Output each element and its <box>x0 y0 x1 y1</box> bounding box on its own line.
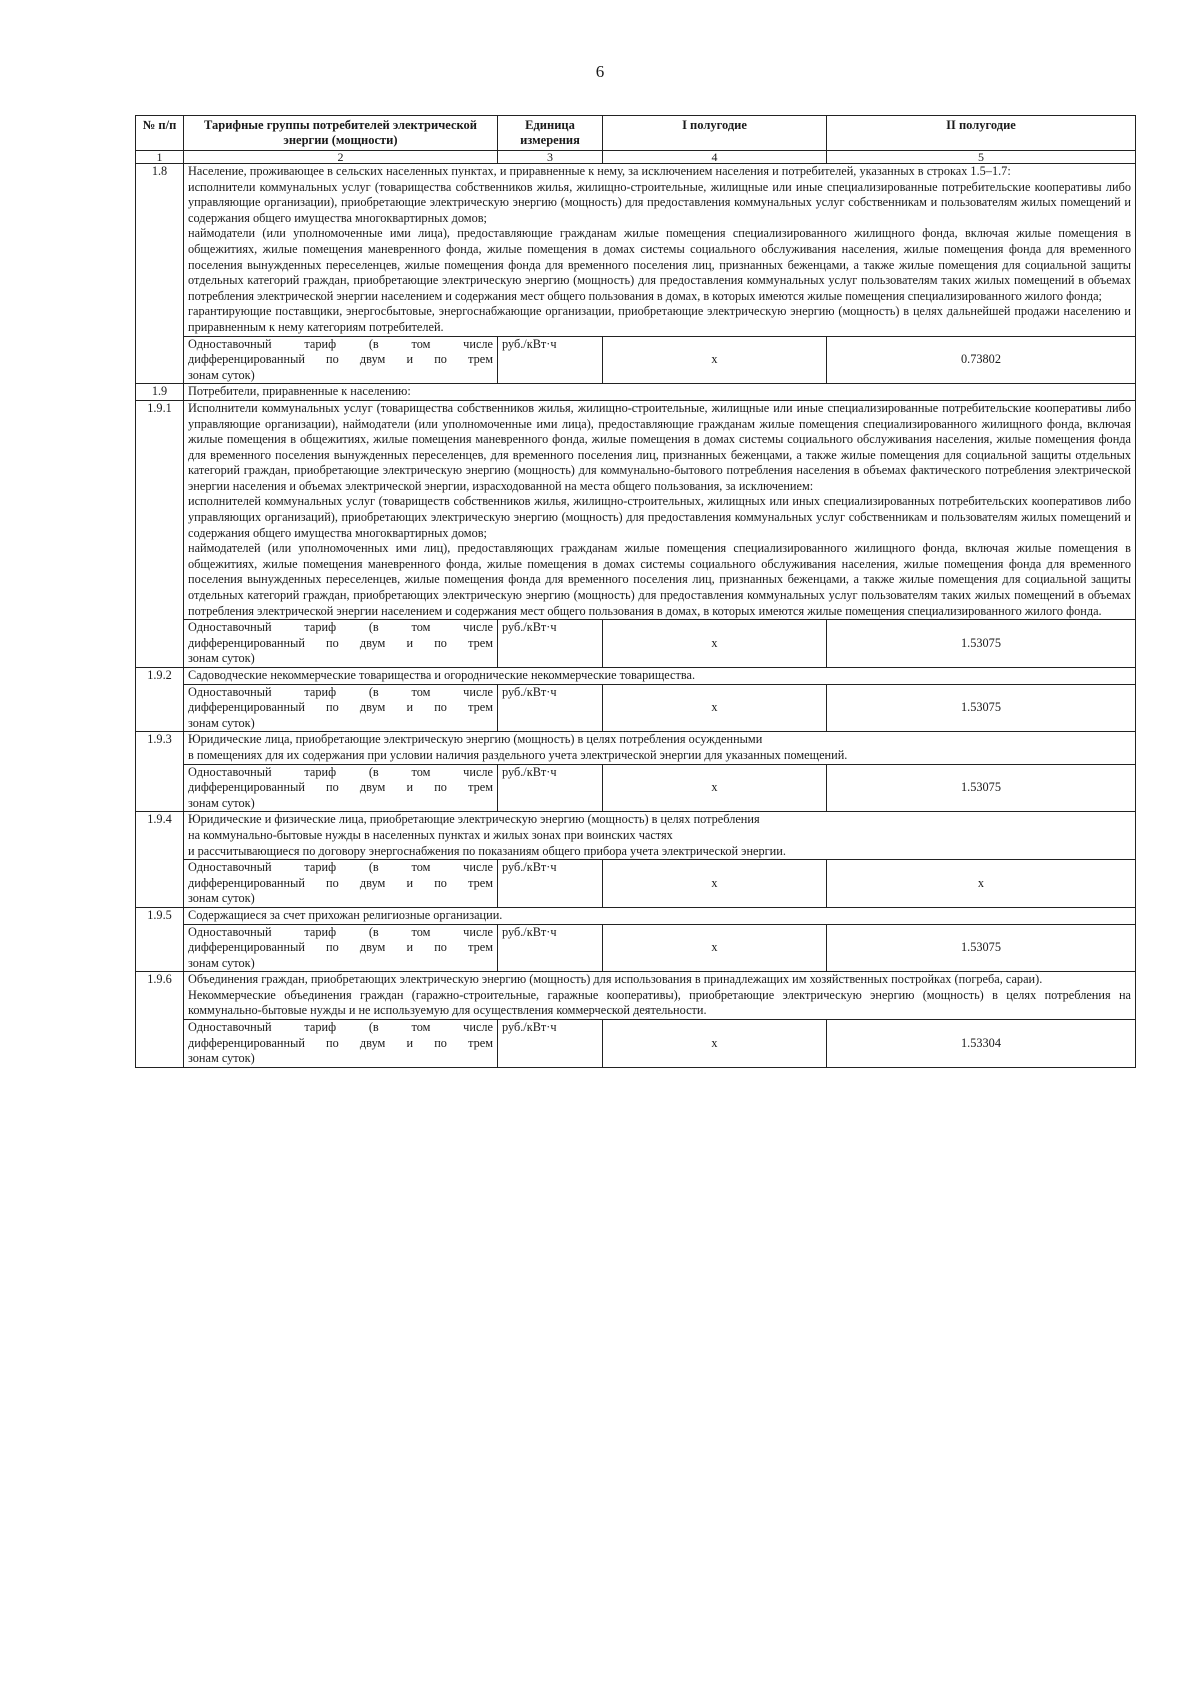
table-row <box>136 668 1136 685</box>
tariff-label-line: зонам суток) <box>188 367 255 382</box>
table-row <box>136 972 1136 1020</box>
tariff-label <box>184 860 498 908</box>
row-description <box>184 732 1136 764</box>
tariff-row <box>136 1020 1136 1068</box>
tariff-label-line: Одноставочный тариф (в том числе <box>188 764 493 779</box>
description-paragraph: Некоммерческие объединения граждан (гаражно-строительные, гаражные кооперативы), приобретающие электрическую энергию (мощность) в целях потребления на коммунально-бытовые нужды и не используемую для осуществления коммерческой деятельности. <box>188 987 1131 1018</box>
tariff-unit: руб./кВт·ч <box>498 764 603 812</box>
description-paragraph: Юридические и физические лица, приобретающие электрическую энергию (мощность) в целях потребления <box>188 812 760 827</box>
row-code: 1.9.6 <box>136 972 184 1068</box>
tariff-label-line: Одноставочный тариф (в том числе <box>188 1020 493 1035</box>
row-code: 1.8 <box>136 164 184 384</box>
description-paragraph: Садоводческие некоммерческие товарищества и огороднические некоммерческие товарищества. <box>188 668 696 682</box>
second-half-value: 1.53075 <box>827 764 1136 812</box>
table-body <box>136 164 1136 1068</box>
page-number: 6 <box>595 62 605 81</box>
tariff-label <box>184 1020 498 1068</box>
second-half-value: 1.53075 <box>827 620 1136 668</box>
column-number: 3 <box>498 151 603 164</box>
row-description <box>184 907 1136 924</box>
tariff-label-line: дифференцированный по двум и по трем <box>188 875 493 890</box>
description-paragraph: наймодатели (или уполномоченные ими лица), предоставляющие гражданам жилые помещения специализированного жилищного фонда, включая жилые помещения в общежитиях, жилые помещения маневренного фонда, жилые помещения в домах системы социального обслуживания населения, жилые помещения фонда для временного поселения вынужденных переселенцев, жилые помещения фонда для временного поселения лиц, признанных беженцами, а также жилые помещения для социальной защиты отдельных категорий граждан, приобретающие электрическую энергию (мощность) для предоставления коммунальных услуг пользователям таких жилых помещений в объемах потребления электрической энергии населением и содержания мест общего пользования в домах, в которых имеются жилые помещения специализированного жилого фонда; <box>188 226 1131 303</box>
table-row <box>136 907 1136 924</box>
tariff-row <box>136 924 1136 972</box>
second-half-value: 1.53075 <box>827 924 1136 972</box>
tariff-label-line: дифференцированный по двум и по трем <box>188 1035 493 1050</box>
second-half-value: x <box>827 860 1136 908</box>
second-half-value: 1.53304 <box>827 1020 1136 1068</box>
second-half-value: 0.73802 <box>827 336 1136 384</box>
tariff-label-line: Одноставочный тариф (в том числе <box>188 684 493 699</box>
tariff-label-line: Одноставочный тариф (в том числе <box>188 620 493 635</box>
tariff-table <box>135 115 1136 1068</box>
header-second-half: II полугодие <box>827 116 1136 151</box>
column-number-row <box>136 151 1136 164</box>
header-tariff-groups: Тарифные группы потребителей электрической энергии (мощности) <box>184 116 498 151</box>
tariff-label-line: зонам суток) <box>188 955 255 970</box>
row-description <box>184 972 1136 1020</box>
row-code: 1.9.3 <box>136 732 184 812</box>
column-number: 1 <box>136 151 184 164</box>
column-number: 5 <box>827 151 1136 164</box>
description-paragraph: Население, проживающее в сельских населенных пунктах, и приравненные к нему, за исключением населения и потребителей, указанных в строках 1.5–1.7: <box>188 164 1011 178</box>
description-paragraph: гарантирующие поставщики, энергосбытовые, энергоснабжающие организации, приобретающие электрическую энергию (мощность) в целях дальнейшей продажи населению и приравненным к нему категориям потребителей. <box>188 304 1131 334</box>
tariff-label-line: зонам суток) <box>188 795 255 810</box>
tariff-unit: руб./кВт·ч <box>498 336 603 384</box>
tariff-label-line: дифференцированный по двум и по трем <box>188 780 493 795</box>
tariff-label <box>184 620 498 668</box>
tariff-label <box>184 924 498 972</box>
header-first-half: I полугодие <box>603 116 827 151</box>
tariff-row <box>136 336 1136 384</box>
tariff-unit: руб./кВт·ч <box>498 1020 603 1068</box>
first-half-value: x <box>603 336 827 384</box>
table-header-row <box>136 116 1136 151</box>
row-code: 1.9.5 <box>136 907 184 971</box>
tariff-row <box>136 860 1136 908</box>
first-half-value: x <box>603 924 827 972</box>
first-half-value: x <box>603 860 827 908</box>
tariff-label-line: зонам суток) <box>188 891 255 906</box>
tariff-label-line: Одноставочный тариф (в том числе <box>188 924 493 939</box>
first-half-value: x <box>603 684 827 732</box>
tariff-row <box>136 684 1136 732</box>
column-number: 2 <box>184 151 498 164</box>
tariff-row <box>136 764 1136 812</box>
description-paragraph: Исполнители коммунальных услуг (товарищества собственников жилья, жилищно-строительные, жилищные или иные специализированные потребительские кооперативы либо управляющие организации), наймодатели (или уполномоченные ими лица), предоставляющие гражданам жилые помещения специализированного жилищного фонда, включая жилые помещения в общежитиях, жилые помещения маневренного фонда, жилые помещения в домах системы социального обслуживания населения, жилые помещения фонда для временного поселения вынужденных переселенцев, для временного поселения лиц, признанных беженцами, а также жилые помещения для социальной защиты отдельных категорий граждан, приобретающие электрическую энергию (мощность) для коммунально-бытового потребления населения в объемах фактического потребления электрической энергии населения и объемах электрической энергии, израсходованной на места общего пользования, за исключением: <box>188 400 1131 493</box>
tariff-unit: руб./кВт·ч <box>498 924 603 972</box>
description-paragraph: на коммунально-бытовые нужды в населенных пунктах и жилых зонах при воинских частях <box>188 827 673 842</box>
tariff-label-line: зонам суток) <box>188 1051 255 1066</box>
table-row <box>136 732 1136 764</box>
tariff-label-line: дифференцированный по двум и по трем <box>188 700 493 715</box>
header-number: № п/п <box>136 116 184 151</box>
header-unit: Единица измерения <box>498 116 603 151</box>
tariff-label-line: Одноставочный тариф (в том числе <box>188 336 493 351</box>
second-half-value: 1.53075 <box>827 684 1136 732</box>
first-half-value: x <box>603 764 827 812</box>
row-description <box>184 400 1136 619</box>
table-row <box>136 812 1136 860</box>
row-code: 1.9.4 <box>136 812 184 908</box>
row-code: 1.9 <box>136 384 184 401</box>
tariff-label-line: дифференцированный по двум и по трем <box>188 635 493 650</box>
description-paragraph: и рассчитывающиеся по договору энергоснабжения по показаниям общего прибора учета электрической энергии. <box>188 843 786 858</box>
table-row <box>136 400 1136 619</box>
description-paragraph: Объединения граждан, приобретающих электрическую энергию (мощность) для использования в принадлежащих им хозяйственных постройках (погреба, сараи). <box>188 972 1043 987</box>
tariff-unit: руб./кВт·ч <box>498 684 603 732</box>
table-row <box>136 164 1136 337</box>
description-paragraph: Содержащиеся за счет прихожан религиозные организации. <box>188 907 503 922</box>
row-description <box>184 812 1136 860</box>
description-paragraph: Юридические лица, приобретающие электрическую энергию (мощность) в целях потребления осужденными <box>188 732 763 747</box>
description-paragraph: Потребители, приравненные к населению: <box>188 384 411 399</box>
tariff-label <box>184 764 498 812</box>
first-half-value: x <box>603 1020 827 1068</box>
description-paragraph: в помещениях для их содержания при условии наличия раздельного учета электрической энергии для указанных помещений. <box>188 747 848 762</box>
description-paragraph: исполнителей коммунальных услуг (товариществ собственников жилья, жилищно-строительных, жилищных или иных специализированных потребительских кооперативов либо управляющих организаций), приобретающих электрическую энергию (мощность) для предоставления коммунальных услуг собственникам и пользователям жилых помещений и содержания общего имущества многоквартирных домов; <box>188 494 1131 540</box>
column-number: 4 <box>603 151 827 164</box>
tariff-unit: руб./кВт·ч <box>498 620 603 668</box>
tariff-label-line: дифференцированный по двум и по трем <box>188 940 493 955</box>
description-paragraph: наймодателей (или уполномоченных ими лиц), предоставляющих гражданам жилые помещения специализированного жилищного фонда, включая жилые помещения в общежитиях, жилые помещения маневренного фонда, жилые помещения в домах системы социального обслуживания населения, жилые помещения фонда для временного поселения вынужденных переселенцев, жилые помещения фонда для временного поселения лиц, признанных беженцами, а также жилые помещения для социальной защиты отдельных категорий граждан, приобретающих электрическую энергию (мощность) для предоставления коммунальных услуг пользователям таких жилых помещений в объемах потребления электрической энергии населением и содержания мест общего пользования в домах, в которых имеются жилые помещения специализированного жилого фонда. <box>188 541 1131 618</box>
description-paragraph: исполнители коммунальных услуг (товарищества собственников жилья, жилищно-строительные, жилищные или иные специализированные потребительские кооперативы либо управляющие организации), приобретающие электрическую энергию (мощность) для предоставления коммунальных услуг собственникам и пользователям жилых помещений и содержания общего имущества многоквартирных домов; <box>188 179 1131 225</box>
tariff-unit: руб./кВт·ч <box>498 860 603 908</box>
tariff-label <box>184 684 498 732</box>
first-half-value: x <box>603 620 827 668</box>
table-row <box>136 384 1136 401</box>
tariff-label-line: зонам суток) <box>188 651 255 666</box>
tariff-label-line: зонам суток) <box>188 715 255 730</box>
row-description <box>184 164 1136 337</box>
tariff-label-line: Одноставочный тариф (в том числе <box>188 860 493 875</box>
tariff-label-line: дифференцированный по двум и по трем <box>188 352 493 367</box>
row-description <box>184 384 1136 401</box>
tariff-row <box>136 620 1136 668</box>
tariff-label <box>184 336 498 384</box>
row-code: 1.9.1 <box>136 400 184 667</box>
row-description <box>184 668 1136 685</box>
row-code: 1.9.2 <box>136 668 184 732</box>
